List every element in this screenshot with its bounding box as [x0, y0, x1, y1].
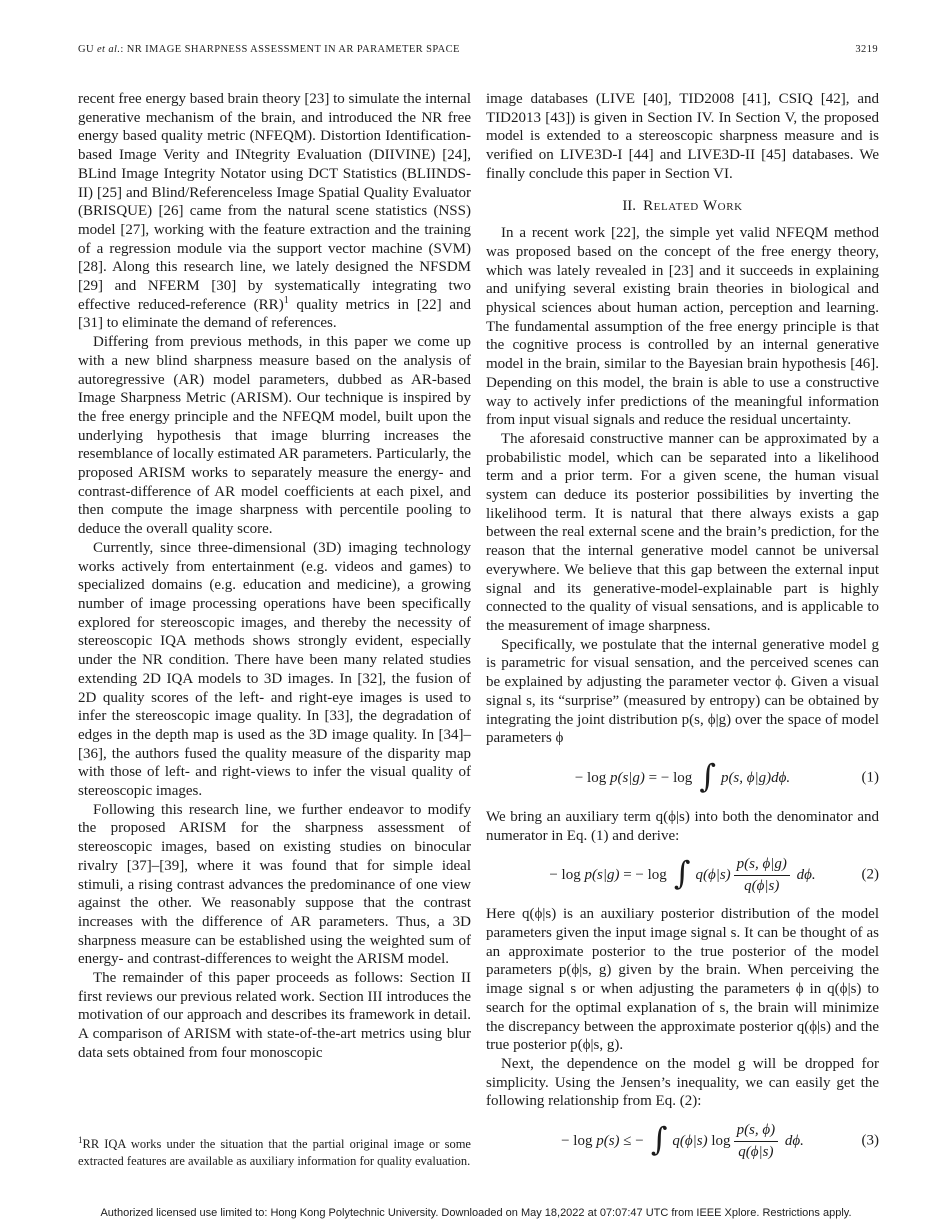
section-number: II. [622, 197, 637, 214]
paragraph-text: recent free energy based brain theory [23] to simulate the internal generative mechanism of the brain, and introduced the NR free energy based quality metric (NFEQM). Distortion Identification-based Image Verity and INtegrity Evaluation (DIIVINE) [24], BLind Image Integrity Notator using DCT Statistics (BLIINDS-II) [25] and Blind/Referenceless Image Spatial Quality Evaluator (BRISQUE) [26] came from the natural scene statistics (NSS) model [27], working with the feature extraction and the training of a regression module via the support vector machine (SVM) [28]. Along this research line, we lately designed the NFSDM [29] and NFERM [30] by systematically integrating two effective reduced-reference (RR) [78, 91, 471, 313]
section-title: Related Work [643, 197, 743, 214]
paragraph: image databases (LIVE [40], TID2008 [41], CSIQ [42], and TID2013 [43]) is given in Section IV. In Section V, the proposed model is extended to a stereoscopic sharpness measure and is verified on LIVE3D-I [44] and LIVE3D-II [45] databases. We finally conclude this paper in Section VI. [486, 91, 879, 182]
running-head-authors: GU [78, 44, 97, 55]
paragraph: Next, the dependence on the model g will be dropped for simplicity. Using the Jensen’s inequality, we can easily get the following relationship from Eq. (2): [486, 1055, 879, 1110]
math-term: p(s, ϕ|g)dϕ. [720, 769, 791, 786]
equation-1 [486, 757, 879, 799]
footnote-text: RR IQA works under the situation that the partial original image or some extracted features are available as auxiliary information for quality evaluation. [78, 1137, 471, 1168]
equation-number: (3) [861, 1132, 879, 1149]
math-term: q(ϕ|s) [695, 866, 731, 883]
running-head-title [78, 44, 460, 55]
math-term: p(s) [596, 1132, 620, 1149]
math-operator: − log [549, 866, 585, 883]
equation-number: (2) [861, 866, 879, 883]
paragraph [78, 90, 471, 333]
paragraph: The aforesaid constructive manner can be approximated by a probabilistic model, which can be separated into a likelihood term and a prior term. For a given scene, the human visual system can deduce its posterior possibilities by inverting the likelihood term. It is natural that there always exists a gap between the real external scene and the brain’s prediction, for the reason that the internal generative model cannot be universal everywhere. We believe that this gap between the external input signal and its generative-model-explainable part is highly connected to the quality of visual sensations, and is applicable to the measurement of image sharpness. [486, 430, 879, 634]
fraction [734, 855, 790, 895]
math-operator: ≤ − [619, 1132, 644, 1149]
math-term: p(s|g) [584, 866, 620, 883]
equation-2 [486, 854, 879, 896]
math-term: p(s|g) [609, 769, 645, 786]
paragraph: Currently, since three-dimensional (3D) imaging technology works actively from entertainment (e.g. videos and games) to specialized domains (e.g. education and medicine), a growing number of image processing operations have been specifically explored for stereoscopic images, and thereby the necessity of stereoscopic IQA methods shows strongly evident, especially under the NR condition. There have been many related studies extending 2D IQA models to 3D images. In [32], the fusion of 2D quality scores of the left- and right-eye images is used to infer the stereoscopic image quality. In [33], the degradation of edges in the depth map is used as the 3D image quality. In [34]–[36], the authors fused the quality measure of the disparity map with those of left- and right-views to infer the visual quality of stereoscopic images. [78, 539, 471, 800]
footnote-marker: 1 [78, 1135, 83, 1145]
equation-body [549, 855, 815, 895]
math-operator: log [711, 1132, 731, 1149]
paragraph: Here q(ϕ|s) is an auxiliary posterior distribution of the model parameters given the input image signal s. It can be thought of as an approximate posterior to the true posterior of the model parameters p(ϕ|s, g) given by the brain. When perceiving the image signal s or when adjusting the parameters ϕ in q(ϕ|s) to search for the optimal explanation of s, the brain will minimize the discrepancy between the approximate posterior q(ϕ|s) and the true posterior p(ϕ|s, g). [486, 906, 879, 1054]
paragraph-text: quality metrics in [22] and [31] to eliminate the demand of references. [78, 296, 471, 332]
fraction-denominator: q(ϕ|s) [734, 875, 790, 896]
equation-body [574, 756, 791, 795]
fraction-numerator: p(s, ϕ) [736, 1121, 776, 1138]
integral-icon: ∫ [699, 756, 716, 795]
paragraph: The remainder of this paper proceeds as follows: Section II first reviews our previous related work. Section III introduces the motivation of our approach and describes its framework in detail. A comparison of ARISM with state-of-the-art metrics using blur data sets obtained from four monoscopic [78, 970, 471, 1061]
fraction-denominator: q(ϕ|s) [734, 1141, 779, 1162]
equation-3 [486, 1120, 879, 1162]
equation-body [561, 1121, 804, 1161]
equation-number: (1) [861, 769, 879, 786]
fraction-numerator: p(s, ϕ|g) [736, 856, 787, 873]
math-term: dϕ. [781, 1132, 804, 1149]
paragraph: We bring an auxiliary term q(ϕ|s) into both the denominator and numerator in Eq. (1) and derive: [486, 808, 879, 844]
right-column [486, 90, 879, 1171]
paragraph: Following this research line, we further endeavor to modify the proposed ARISM for the sharpness assessment of stereoscopic images, based on existing studies on binocular rivalry [37]–[39], where it was found that for simple ideal stimuli, a rising contrast advances the predominance of one view against the other. We reasonably suppose that the contrast increases with the difference of AR parameters. Thus, a 3D sharpness measure can be established using the weighted sum of energy- and contrast-differences to weight the ARISM model. [78, 801, 471, 968]
math-operator: = − log [644, 769, 693, 786]
running-head-etal: et al. [97, 44, 121, 55]
footnote [78, 1132, 471, 1169]
section-heading-related-work [486, 197, 879, 216]
copyright-footer: Authorized licensed use limited to: Hong Kong Polytechnic University. Downloaded on May 18,2022 at 07:07:47 UTC from IEEE Xplore. Restrictions apply. [100, 1207, 852, 1219]
math-operator: − log [574, 769, 610, 786]
running-head [78, 44, 878, 55]
math-term: dϕ. [792, 866, 816, 883]
math-operator: − log [561, 1132, 597, 1149]
integral-icon: ∫ [650, 1120, 668, 1159]
page-number: 3219 [855, 44, 878, 55]
left-column [78, 90, 471, 1063]
running-head-paper-title: : NR IMAGE SHARPNESS ASSESSMENT IN AR PARAMETER SPACE [120, 44, 460, 55]
math-term: q(ϕ|s) [672, 1132, 712, 1149]
fraction [734, 1121, 779, 1161]
paragraph: In a recent work [22], the simple yet valid NFEQM method was proposed based on the concept of the free energy theory, which was lately revealed in [23] and it succeeds in explaining and unifying several existing brain theories in biological and physical sciences about human action, perception and learning. The fundamental assumption of the free energy principle is that the cognitive process is controlled by an internal generative model in the brain, similar to the Bayesian brain hypothesis [46]. Depending on this model, the brain is able to use a constructive way to actively infer predictions of the meaningful information from input visual signals and reduce the residual uncertainty. [486, 225, 879, 429]
integral-icon: ∫ [673, 854, 691, 893]
paragraph: Specifically, we postulate that the internal generative model g is parametric for visual sensation, and the perceived scenes can be explained by adjusting the parameter vector ϕ. Given a visual signal s, its “surprise” (measured by entropy) can be obtained by integrating the joint distribution p(s, ϕ|g) over the space of model parameters ϕ [486, 636, 879, 747]
math-operator: = − log [619, 866, 667, 883]
footnote-marker: 1 [283, 294, 289, 306]
paragraph: Differing from previous methods, in this paper we come up with a new blind sharpness measure based on the analysis of autoregressive (AR) model parameters, dubbed as AR-based Image Sharpness Metric (ARISM). Our technique is inspired by the free energy principle and the NFEQM model, built upon the underlying hypothesis that image blurring increases the resemblance of locally estimated AR parameters. Particularly, the proposed ARISM works to separately measure the energy- and contrast-difference of AR model coefficients at each pixel, and then compute the image sharpness with percentile pooling to deduce the overall quality score. [78, 334, 471, 538]
